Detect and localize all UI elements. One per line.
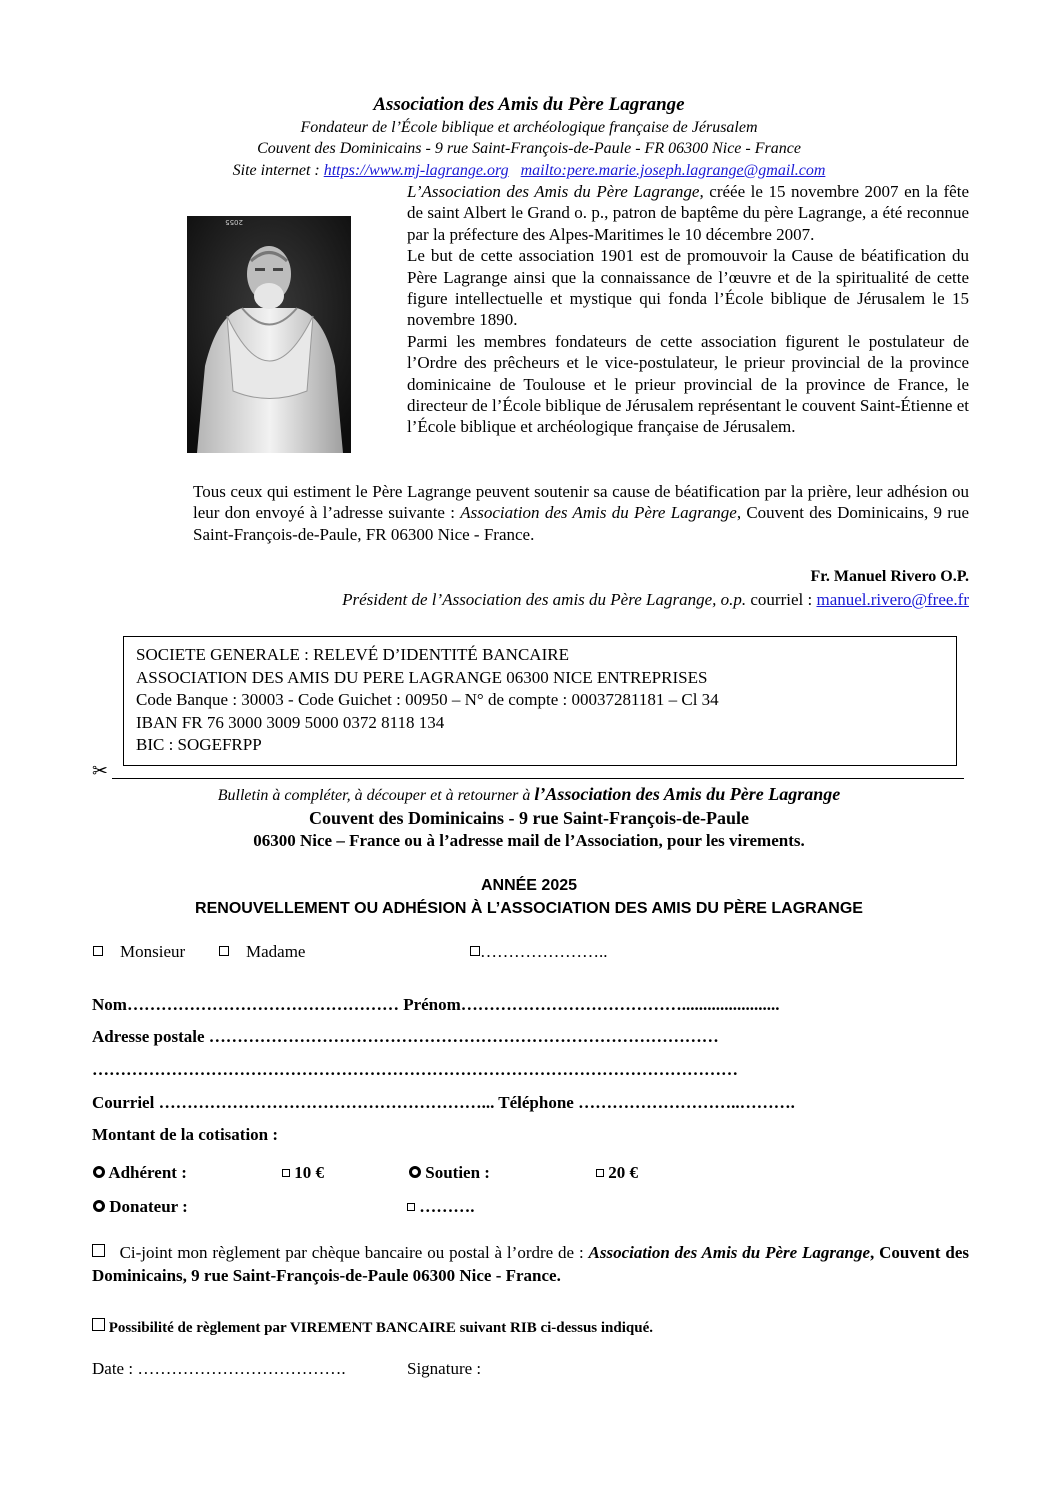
name-field[interactable] xyxy=(92,995,780,1015)
checkbox-icon[interactable] xyxy=(596,1169,604,1177)
intro-paragraph-1: L’Association des Amis du Père Lagrange, créée le 15 novembre 2007 en la fête de saint Albert le Grand o. p., patron de baptême du père Lagrange, a été reconnue par la préfecture des Alpes-Maritimes le 10 décembre 2007. xyxy=(407,182,969,244)
civility-madame[interactable]: Madame xyxy=(219,942,305,962)
support-paragraph: Tous ceux qui estiment le Père Lagrange peuvent soutenir sa cause de béatification par la prière, leur adhésion ou leur don envoyé à l’adresse suivante : Association des Amis du Père Lagrange, Couvent des Dominicains, 9 rue Saint-François-de-Paule, FR 06300 Nice - France. xyxy=(193,482,969,544)
mail-link[interactable]: mailto:pere.marie.joseph.lagrange@gmail.com xyxy=(520,162,826,179)
radio-icon[interactable] xyxy=(409,1166,421,1178)
cheque-option[interactable]: Ci-joint mon règlement par chèque bancaire ou postal à l’ordre de : Association des Amis du Père Lagrange, Couvent des Dominicains, 9 rue Saint-François-de-Paule 06300 Nice - France. xyxy=(92,1243,970,1285)
bulletin-address-1: Couvent des Dominicains - 9 rue Saint-François-de-Paule xyxy=(309,808,749,828)
phone-field[interactable]: Téléphone ………………………..………. xyxy=(498,1093,795,1112)
prenom-field[interactable]: Prénom…………………………………....................... xyxy=(398,995,780,1014)
bank-line: SOCIETE GENERALE : RELEVÉ D’IDENTITÉ BANCAIRE xyxy=(136,645,569,664)
header-address: Couvent des Dominicains - 9 rue Saint-François-de-Paule - FR 06300 Nice - France xyxy=(257,140,801,157)
radio-icon[interactable] xyxy=(93,1166,105,1178)
civility-other[interactable]: ………………….. xyxy=(470,942,608,962)
bank-line: Code Banque : 30003 - Code Guichet : 00950 – N° de compte : 00037281181 – Cl 34 xyxy=(136,690,719,709)
scissors-icon: ✂ xyxy=(92,761,108,782)
form-heading: RENOUVELLEMENT OU ADHÉSION À L’ASSOCIATION DES AMIS DU PÈRE LAGRANGE xyxy=(195,900,863,917)
form-year: ANNÉE 2025 xyxy=(480,877,578,894)
checkbox-icon[interactable] xyxy=(282,1169,290,1177)
founder-subtitle: Fondateur de l’École biblique et archéologique française de Jérusalem xyxy=(300,119,758,136)
option-donateur[interactable]: Donateur : xyxy=(93,1197,188,1217)
cut-line xyxy=(112,778,964,779)
contact-field[interactable] xyxy=(92,1093,795,1113)
intro-paragraph-3: Parmi les membres fondateurs de cette association figurent le postulateur de l’Ordre des prêcheurs et le vice-postulateur, le prieur provincial de la province dominicaine de Toulouse et le prieur provincial de la province de France, le directeur de l’École biblique de Jérusalem représentant le couvent Saint-Étienne et l’École biblique et archéologique française de Jérusalem. xyxy=(407,331,969,437)
bank-details-box xyxy=(123,636,957,766)
bank-line: ASSOCIATION DES AMIS DU PERE LAGRANGE 06300 NICE ENTREPRISES xyxy=(136,667,708,687)
address-field[interactable]: Adresse postale ……………………………………………………………………………… xyxy=(92,1027,719,1046)
checkbox-icon[interactable] xyxy=(470,946,480,956)
site-label: Site internet : xyxy=(232,162,320,179)
association-title: Association des Amis du Père Lagrange xyxy=(373,94,685,115)
header-links xyxy=(0,162,1058,180)
transfer-option[interactable]: Possibilité de règlement par VIREMENT BANCAIRE suivant RIB ci-dessus indiqué. xyxy=(92,1318,653,1337)
bulletin-instructions: Bulletin à compléter, à découper et à retourner à l’Association des Amis du Père Lagrange xyxy=(217,784,841,804)
amount-other[interactable]: ………. xyxy=(407,1197,475,1217)
checkbox-icon[interactable] xyxy=(219,946,229,956)
amount-20[interactable]: 20 € xyxy=(596,1163,638,1183)
checkbox-icon[interactable] xyxy=(92,1244,105,1257)
option-adherent[interactable]: Adhérent : xyxy=(93,1163,187,1183)
intro-text xyxy=(407,181,969,438)
checkbox-icon[interactable] xyxy=(407,1203,415,1211)
site-link[interactable]: https://www.mj-lagrange.org xyxy=(323,162,509,179)
nom-field[interactable]: Nom………………………………………… xyxy=(92,995,399,1014)
bank-bic: BIC : SOGEFRPP xyxy=(136,735,262,754)
signer-role: Président de l’Association des amis du Père Lagrange, o.p. courriel : manuel.rivero@free.fr xyxy=(342,590,969,609)
svg-text:2055: 2055 xyxy=(225,218,243,226)
signature-field[interactable]: Signature : xyxy=(407,1359,482,1378)
amount-label: Montant de la cotisation : xyxy=(92,1125,279,1144)
checkbox-icon[interactable] xyxy=(92,1318,105,1331)
radio-icon[interactable] xyxy=(93,1200,105,1212)
option-soutien[interactable]: Soutien : xyxy=(409,1163,490,1183)
president-email-link[interactable]: manuel.rivero@free.fr xyxy=(816,590,969,609)
amount-10[interactable]: 10 € xyxy=(282,1163,324,1183)
signer-name: Fr. Manuel Rivero O.P. xyxy=(810,568,969,585)
bulletin-address-2: 06300 Nice – France ou à l’adresse mail de l’Association, pour les virements. xyxy=(253,831,805,850)
date-field[interactable]: Date : ………………………………. xyxy=(92,1359,346,1378)
intro-paragraph-2: Le but de cette association 1901 est de promouvoir la Cause de béatification du Père Lagrange ainsi que la connaissance de l’œuvre et de la spiritualité de cette figure intellectuelle et mystique qui fonda l’École biblique de Jérusalem le 15 novembre 1890. xyxy=(407,246,969,330)
address-field-line2[interactable]: …………………………………………………………………………………………………… xyxy=(92,1060,738,1079)
civility-monsieur[interactable]: Monsieur xyxy=(93,942,185,962)
bank-iban: IBAN FR 76 3000 3009 5000 0372 8118 134 xyxy=(136,712,445,732)
email-field[interactable]: Courriel …………………………………………………... xyxy=(92,1093,499,1112)
portrait-photo xyxy=(187,216,351,453)
checkbox-icon[interactable] xyxy=(93,946,103,956)
